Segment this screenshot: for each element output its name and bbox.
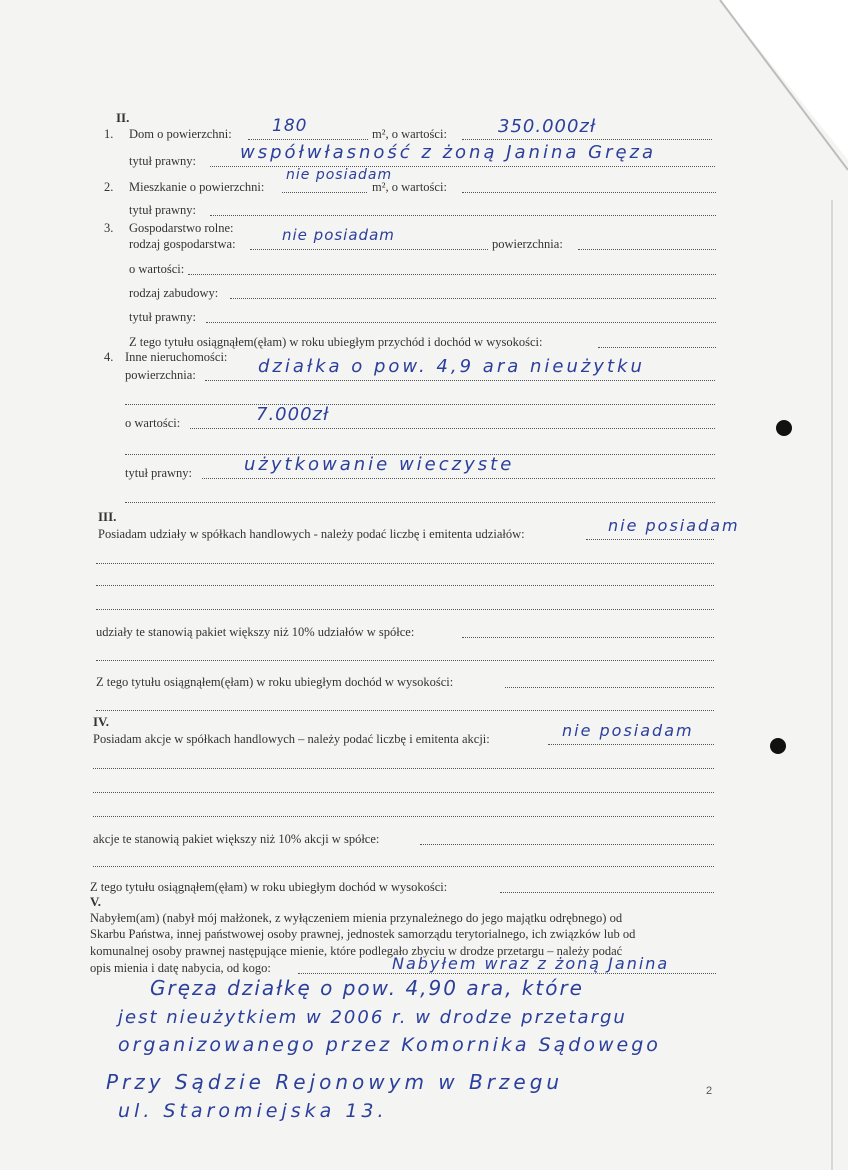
shares-packet-label: udziały te stanowią pakiet większy niż 10% udziałów w spółce: [96,625,415,639]
stocks-line [548,744,714,745]
acquired-line [298,973,716,974]
stocks-packet-line-2 [93,866,714,867]
farm-title-line [206,322,716,323]
stocks-packet-line [420,844,714,845]
flat-area-label: Mieszkanie o powierzchni: [129,180,265,194]
farm-income-label: Z tego tytułu osiągnąłem(ęłam) w roku ubiegłym przychód i dochód w wysokości: [129,335,543,349]
flat-value-line [462,192,716,193]
shares-line-4 [96,609,714,610]
flat-value-label: m², o wartości: [372,180,447,194]
section-v-heading: V. [90,894,101,909]
acquired-handwritten-4: organizowanego przez Komornika Sądowego [118,1034,661,1056]
acquired-text-line-2: Skarbu Państwa, innej państwowej osoby prawnej, jednostek samorządu terytorialnego, ich związków lub od [90,927,636,941]
house-area-value: 180 [272,116,308,136]
acquired-text-line-3: komunalnej osoby prawnej następujące mienie, które podlegało zbyciu w drodze przetargu – należy podać [90,944,623,958]
other-title-line [202,478,715,479]
shares-income-line-2 [96,710,714,711]
farm-area-label: powierzchnia: [492,237,563,251]
farm-type-label: rodzaj gospodarstwa: [129,237,236,251]
shares-packet-line-2 [96,660,714,661]
other-value-line [190,428,715,429]
acquired-handwritten-1: Nabyłem wraz z żoną Janina [392,954,670,973]
shares-income-label: Z tego tytułu osiągnąłem(ęłam) w roku ubiegłym dochód w wysokości: [96,675,454,689]
stocks-line-4 [93,816,714,817]
stocks-line-2 [93,768,714,769]
stocks-value: nie posiadam [562,721,694,740]
flat-title-label: tytuł prawny: [129,203,197,217]
shares-income-line [505,687,714,688]
shares-line-3 [96,585,714,586]
stocks-income-line [500,892,714,893]
item-4-number: 4. [104,350,114,364]
punch-hole-bottom [770,738,786,754]
punch-hole-top [776,420,792,436]
farm-area-line [578,249,716,250]
other-title-value: użytkowanie wieczyste [244,454,515,475]
stocks-label: Posiadam akcje w spółkach handlowych – należy podać liczbę i emitenta akcji: [93,732,490,746]
house-value-line [462,139,712,140]
shares-label: Posiadam udziały w spółkach handlowych - należy podać liczbę i emitenta udziałów: [98,527,525,541]
shares-line-2 [96,563,714,564]
farm-value-label: o wartości: [129,262,185,276]
section-ii-heading: II. [116,110,130,125]
farm-building-line [230,298,716,299]
farm-title-label: tytuł prawny: [129,310,197,324]
stocks-line-3 [93,792,714,793]
acquired-text-line-1: Nabyłem(am) (nabył mój małżonek, z wyłączeniem mienia przynależnego do jego majątku odrębnego) od [90,911,623,925]
acquired-handwritten-6: ul. Staromiejska 13. [118,1100,388,1122]
farm-value-line [188,274,716,275]
item-1-number: 1. [104,127,114,141]
stocks-packet-label: akcje te stanowią pakiet większy niż 10% akcji w spółce: [93,832,380,846]
item-3-number: 3. [104,221,114,235]
acquired-handwritten-5: Przy Sądzie Rejonowym w Brzegu [106,1070,564,1094]
house-value-label: m², o wartości: [372,127,447,141]
page-number: 2 [706,1085,713,1097]
other-title-line-2 [125,502,715,503]
farm-type-line [250,249,488,250]
shares-value: nie posiadam [608,516,740,535]
house-title-value: współwłasność z żoną Janina Gręza [240,142,657,163]
section-iii-heading: III. [98,509,117,524]
section-iv-heading: IV. [93,714,110,729]
flat-area-line [282,192,367,193]
farm-label: Gospodarstwo rolne: [129,221,234,235]
farm-type-value: nie posiadam [282,226,395,244]
flat-area-value: nie posiadam [286,167,393,183]
other-area-line-2 [125,404,715,405]
item-2-number: 2. [104,180,114,194]
house-area-label: Dom o powierzchni: [129,127,232,141]
other-value-label: o wartości: [125,416,181,430]
flat-title-line [210,215,716,216]
shares-packet-line [462,637,714,638]
farm-income-line [598,347,716,348]
other-area-label: powierzchnia: [125,368,196,382]
other-value: 7.000zł [256,404,330,425]
house-area-line [248,139,368,140]
other-property-label: Inne nieruchomości: [125,350,228,364]
acquired-handwritten-2: Gręza działkę o pow. 4,90 ara, które [150,976,584,1000]
other-area-value: działka o pow. 4,9 ara nieużytku [258,356,645,377]
other-area-line [205,380,715,381]
acquired-text-line-4: opis mienia i datę nabycia, od kogo: [90,961,271,975]
house-value: 350.000zł [498,116,597,137]
other-title-label: tytuł prawny: [125,466,193,480]
acquired-handwritten-3: jest nieużytkiem w 2006 r. w drodze przetargu [118,1007,627,1028]
shares-line [586,539,714,540]
stocks-income-label: Z tego tytułu osiągnąłem(ęłam) w roku ubiegłym dochód w wysokości: [90,880,448,894]
farm-building-label: rodzaj zabudowy: [129,286,219,300]
house-title-label: tytuł prawny: [129,154,197,168]
